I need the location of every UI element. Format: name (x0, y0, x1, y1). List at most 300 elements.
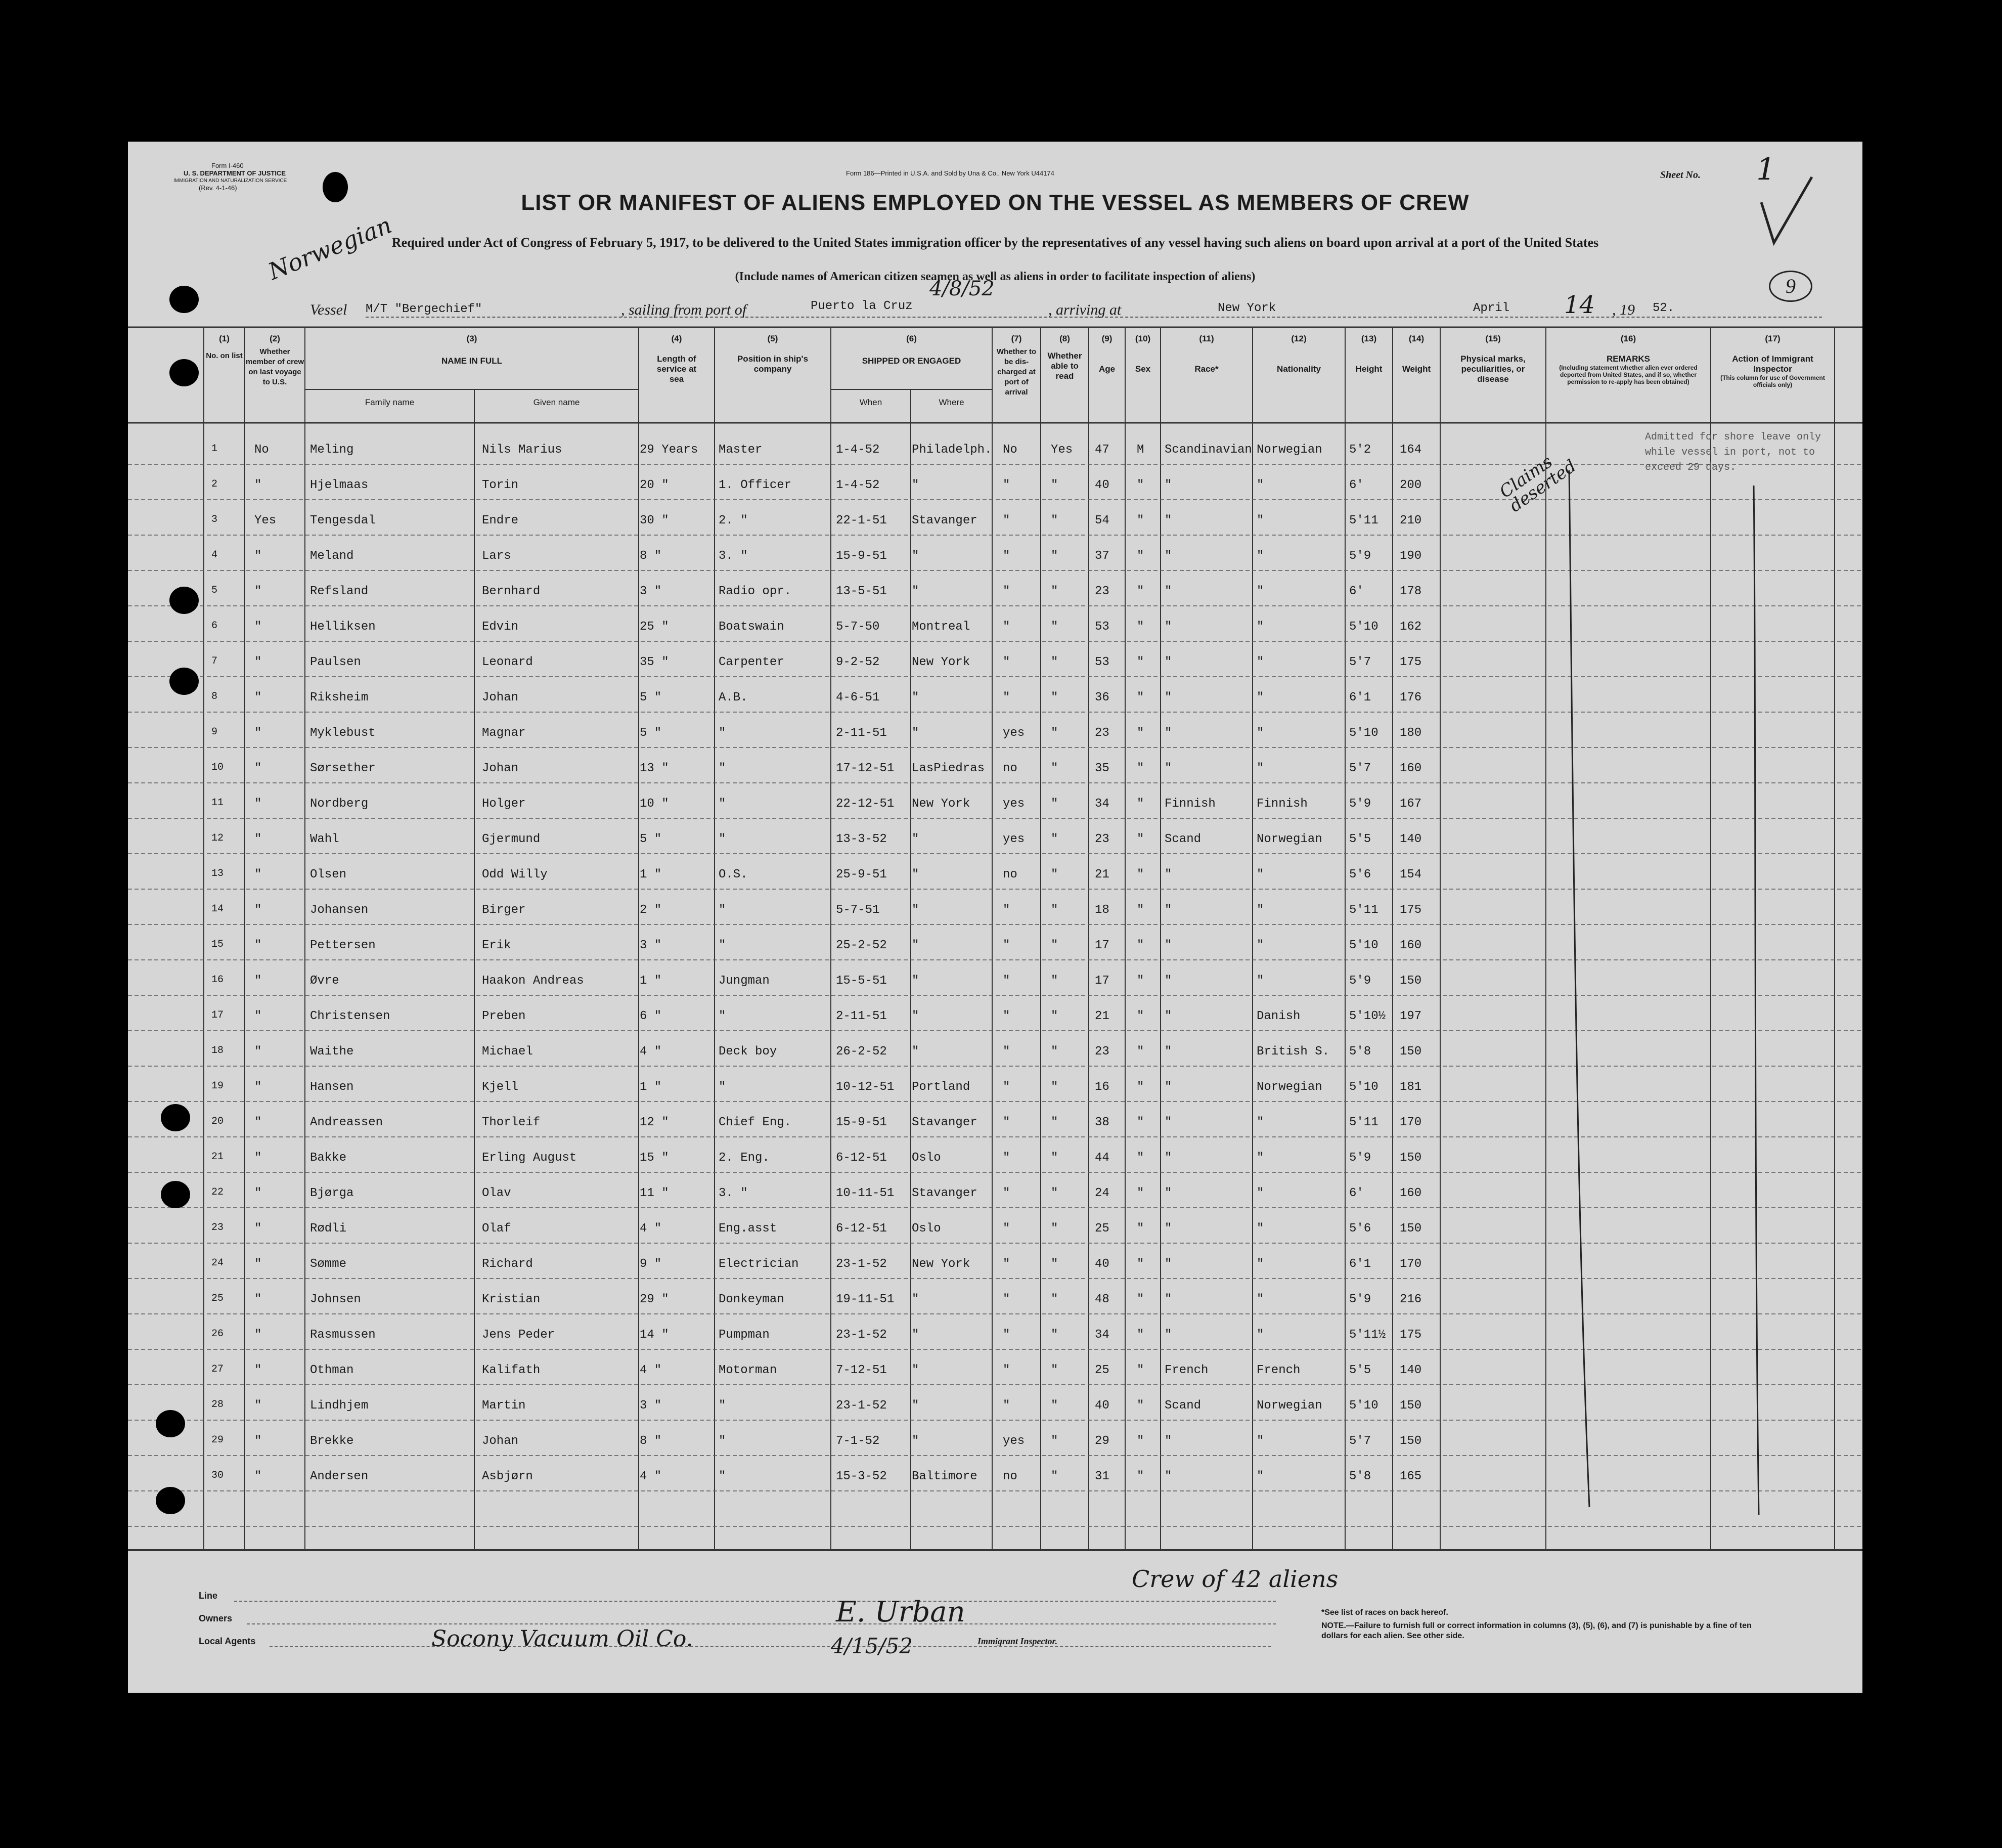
given-name-cell: Preben (482, 1009, 526, 1023)
race-cell: " (1165, 1328, 1172, 1342)
nationality-cell: " (1257, 691, 1264, 705)
row-number-cell: 12 (211, 832, 224, 844)
sex-cell: " (1137, 1328, 1144, 1342)
given-name-cell: Erik (482, 939, 511, 952)
last-voyage-cell: " (254, 1470, 262, 1483)
height-cell: 5'8 (1349, 1045, 1371, 1059)
shipped-where-cell: " (912, 903, 919, 917)
service-name: IMMIGRATION AND NATURALIZATION SERVICE (173, 178, 287, 184)
punch-hole (46, 182, 75, 223)
table-row (128, 1066, 1862, 1102)
col-header-1: (1) No. on list (206, 334, 243, 360)
family-name-cell: Hjelmaas (310, 478, 369, 492)
shipped-where-cell: " (912, 1293, 919, 1306)
weight-cell: 190 (1400, 549, 1422, 563)
row-number-cell: 9 (211, 726, 218, 738)
shipped-when-cell: 6-12-51 (836, 1222, 887, 1236)
family-name-cell: Riksheim (310, 691, 369, 705)
row-number-cell: 30 (211, 1470, 224, 1481)
age-cell: 47 (1095, 443, 1109, 457)
sex-cell: " (1137, 762, 1144, 775)
age-cell: 53 (1095, 655, 1109, 669)
table-row (128, 429, 1862, 464)
table-row (128, 925, 1862, 960)
sex-cell: " (1137, 620, 1144, 634)
shipped-where-cell: Portland (912, 1080, 970, 1094)
row-number-cell: 7 (211, 655, 218, 667)
nationality-cell: " (1257, 1470, 1264, 1483)
position-cell: " (719, 903, 726, 917)
able-to-read-cell: Yes (1051, 443, 1073, 457)
given-name-cell: Endre (482, 514, 519, 527)
shipped-when-cell: 2-11-51 (836, 726, 887, 740)
able-to-read-cell: " (1051, 1434, 1058, 1448)
table-row (128, 500, 1862, 535)
shipped-where-cell: Stavanger (912, 1186, 977, 1200)
weight-cell: 167 (1400, 797, 1422, 811)
given-name-cell: Torin (482, 478, 519, 492)
remarks-handwritten: Claims deserted (1496, 451, 1580, 516)
height-cell: 5'5 (1349, 1363, 1371, 1377)
age-cell: 40 (1095, 478, 1109, 492)
races-note: *See list of races on back hereof. (1321, 1608, 1448, 1617)
row-number-cell: 8 (211, 691, 218, 702)
sex-cell: " (1137, 655, 1144, 669)
sheet-label: Sheet No. (1660, 169, 1701, 181)
family-name-cell: Sømme (310, 1257, 347, 1271)
table-row (128, 1172, 1862, 1208)
include-text: (Include names of American citizen seamen as well as aliens in order to facilitate inspection of aliens) (735, 270, 1256, 283)
row-number-cell: 4 (211, 549, 218, 561)
weight-cell: 175 (1400, 655, 1422, 669)
col-header-16: (16) REMARKS (Including statement whether alien ever ordered deported from United States, and if so, whether permission to re-apply has been obtained) (1559, 334, 1698, 385)
position-cell: " (719, 797, 726, 811)
form-number: Form I-460 (211, 162, 244, 169)
given-name-cell: Thorleif (482, 1116, 541, 1129)
row-number-cell: 10 (211, 762, 224, 773)
last-voyage-cell: " (254, 1363, 262, 1377)
row-number-cell: 20 (211, 1116, 224, 1127)
age-cell: 34 (1095, 797, 1109, 811)
height-cell: 6' (1349, 1186, 1364, 1200)
shipped-when-cell: 13-3-52 (836, 832, 887, 846)
given-name-cell: Olaf (482, 1222, 511, 1236)
nationality-cell: " (1257, 868, 1264, 882)
race-cell: Scand (1165, 832, 1202, 846)
weight-cell: 176 (1400, 691, 1422, 705)
col-header-11: (11) Race* (1194, 334, 1219, 374)
length-of-service-cell: 4 " (640, 1363, 662, 1377)
age-cell: 38 (1095, 1116, 1109, 1129)
shipped-where-cell: " (912, 1434, 919, 1448)
vessel-name: M/T "Bergechief" (366, 302, 482, 316)
race-cell: Finnish (1165, 797, 1216, 811)
shipped-where-cell: " (912, 1328, 919, 1342)
table-row (128, 464, 1862, 500)
sex-cell: " (1137, 1363, 1144, 1377)
given-name-cell: Erling August (482, 1151, 577, 1165)
weight-cell: 162 (1400, 620, 1422, 634)
family-name-cell: Johansen (310, 903, 369, 917)
race-cell: " (1165, 655, 1172, 669)
shipped-when-cell: 15-9-51 (836, 1116, 887, 1129)
family-name-cell: Meland (310, 549, 354, 563)
row-number-cell: 22 (211, 1186, 224, 1198)
row-number-cell: 5 (211, 585, 218, 596)
nationality-cell: " (1257, 903, 1264, 917)
family-name-cell: Brekke (310, 1434, 354, 1448)
family-name-cell: Andreassen (310, 1116, 383, 1129)
age-cell: 23 (1095, 585, 1109, 598)
position-cell: " (719, 726, 726, 740)
position-cell: " (719, 1080, 726, 1094)
row-number-cell: 3 (211, 514, 218, 525)
discharged-cell: " (1003, 514, 1010, 527)
last-voyage-cell: " (254, 797, 262, 811)
length-of-service-cell: 4 " (640, 1045, 662, 1059)
family-name-cell: Meling (310, 443, 354, 457)
weight-cell: 170 (1400, 1116, 1422, 1129)
nationality-cell: Danish (1257, 1009, 1301, 1023)
last-voyage-cell: " (254, 1186, 262, 1200)
length-of-service-cell: 13 " (640, 762, 669, 775)
sex-cell: " (1137, 1434, 1144, 1448)
col-header-3: (3) NAME IN FULL (441, 334, 502, 366)
row-number-cell: 19 (211, 1080, 224, 1092)
position-cell: " (719, 762, 726, 775)
age-cell: 23 (1095, 832, 1109, 846)
nationality-cell: " (1257, 726, 1264, 740)
required-text: Required under Act of Congress of February 5, 1917, to be delivered to the United States immigration officer by the representatives of any vessel having such aliens on board upon arrival at a port of the United States (391, 235, 1599, 250)
length-of-service-cell: 14 " (640, 1328, 669, 1342)
given-name-cell: Richard (482, 1257, 533, 1271)
table-row (128, 854, 1862, 889)
position-cell: 2. Eng. (719, 1151, 770, 1165)
row-number-cell: 15 (211, 939, 224, 950)
last-voyage-cell: " (254, 655, 262, 669)
nationality-cell: " (1257, 1257, 1264, 1271)
nationality-cell: " (1257, 939, 1264, 952)
able-to-read-cell: " (1051, 1399, 1058, 1413)
weight-cell: 150 (1400, 1434, 1422, 1448)
shipped-where-cell: " (912, 478, 919, 492)
col-header-5: (5) Position in ship's company (737, 334, 809, 374)
given-name-cell: Johan (482, 1434, 519, 1448)
weight-cell: 164 (1400, 443, 1422, 457)
discharged-cell: " (1003, 1080, 1010, 1094)
given-name-cell: Jens Peder (482, 1328, 555, 1342)
sex-cell: " (1137, 1080, 1144, 1094)
col-header-6: (6) SHIPPED OR ENGAGED (862, 334, 961, 366)
age-cell: 17 (1095, 939, 1109, 952)
last-voyage-cell: " (254, 762, 262, 775)
shipped-when-cell: 25-9-51 (836, 868, 887, 882)
position-cell: " (719, 1470, 726, 1483)
length-of-service-cell: 5 " (640, 691, 662, 705)
shipped-when-cell: 22-1-51 (836, 514, 887, 527)
height-cell: 5'11 (1349, 1116, 1378, 1129)
sex-cell: " (1137, 1045, 1144, 1059)
row-number-cell: 25 (211, 1293, 224, 1304)
length-of-service-cell: 5 " (640, 726, 662, 740)
height-cell: 5'7 (1349, 1434, 1371, 1448)
age-cell: 18 (1095, 903, 1109, 917)
age-cell: 48 (1095, 1293, 1109, 1306)
length-of-service-cell: 30 " (640, 514, 669, 527)
shipped-when-cell: 2-11-51 (836, 1009, 887, 1023)
family-name-cell: Andersen (310, 1470, 369, 1483)
handwritten-sail-date: 4/8/52 (929, 277, 995, 300)
revision-date: (Rev. 4-1-46) (199, 184, 237, 192)
able-to-read-cell: " (1051, 585, 1058, 598)
able-to-read-cell: " (1051, 797, 1058, 811)
weight-cell: 170 (1400, 1257, 1422, 1271)
last-voyage-cell: " (254, 1328, 262, 1342)
nationality-cell: " (1257, 1151, 1264, 1165)
table-row (128, 1031, 1862, 1066)
last-voyage-cell: " (254, 585, 262, 598)
arrival-year: 52. (1653, 301, 1675, 315)
sex-cell: " (1137, 549, 1144, 563)
able-to-read-cell: " (1051, 762, 1058, 775)
age-cell: 34 (1095, 1328, 1109, 1342)
race-cell: " (1165, 1470, 1172, 1483)
given-name-cell: Kjell (482, 1080, 519, 1094)
age-cell: 23 (1095, 726, 1109, 740)
position-cell: Motorman (719, 1363, 777, 1377)
length-of-service-cell: 4 " (640, 1470, 662, 1483)
given-name-cell: Johan (482, 762, 519, 775)
col-header-14: (14) Weight (1402, 334, 1431, 374)
shipped-where-cell: " (912, 1009, 919, 1023)
length-of-service-cell: 1 " (640, 868, 662, 882)
position-cell: 3. " (719, 1186, 748, 1200)
shipped-when-cell: 26-2-52 (836, 1045, 887, 1059)
family-name-cell: Helliksen (310, 620, 376, 634)
table-row (128, 1102, 1862, 1137)
age-cell: 25 (1095, 1363, 1109, 1377)
length-of-service-cell: 25 " (640, 620, 669, 634)
last-voyage-cell: No (254, 443, 269, 457)
table-row (128, 677, 1862, 712)
age-cell: 31 (1095, 1470, 1109, 1483)
able-to-read-cell: " (1051, 1186, 1058, 1200)
shipped-where-cell: Stavanger (912, 1116, 977, 1129)
shipped-where-cell: " (912, 1363, 919, 1377)
table-row (128, 960, 1862, 995)
nationality-cell: British S. (1257, 1045, 1330, 1059)
sex-cell: " (1137, 868, 1144, 882)
given-name-cell: Johan (482, 691, 519, 705)
given-name-cell: Odd Willy (482, 868, 548, 882)
sex-cell: M (1137, 443, 1144, 457)
col-header-12: (12) Nationality (1277, 334, 1321, 374)
nationality-cell: " (1257, 1293, 1264, 1306)
able-to-read-cell: " (1051, 903, 1058, 917)
age-cell: 40 (1095, 1257, 1109, 1271)
discharged-cell: " (1003, 974, 1010, 988)
able-to-read-cell: " (1051, 1080, 1058, 1094)
table-row (128, 1420, 1862, 1456)
shipped-where-cell: Stavanger (912, 514, 977, 527)
row-number-cell: 14 (211, 903, 224, 915)
shipped-when-cell: 10-11-51 (836, 1186, 895, 1200)
length-of-service-cell: 35 " (640, 655, 669, 669)
nationality-cell: " (1257, 585, 1264, 598)
given-name-cell: Gjermund (482, 832, 541, 846)
shipped-when-cell: 22-12-51 (836, 797, 895, 811)
race-cell: " (1165, 549, 1172, 563)
discharged-cell: yes (1003, 797, 1025, 811)
family-name-cell: Rasmussen (310, 1328, 376, 1342)
shipped-when-cell: 1-4-52 (836, 478, 880, 492)
age-cell: 36 (1095, 691, 1109, 705)
last-voyage-cell: " (254, 903, 262, 917)
able-to-read-cell: " (1051, 1470, 1058, 1483)
discharged-cell: " (1003, 1363, 1010, 1377)
shipped-where-cell: " (912, 974, 919, 988)
department-name: U. S. DEPARTMENT OF JUSTICE (184, 169, 286, 177)
shipped-where-cell: Montreal (912, 620, 970, 634)
race-cell: " (1165, 620, 1172, 634)
table-row (128, 570, 1862, 606)
sex-cell: " (1137, 1470, 1144, 1483)
height-cell: 5'10 (1349, 939, 1378, 952)
shipped-where-cell: " (912, 726, 919, 740)
handwritten-nationality: Norwegian (264, 211, 395, 285)
nationality-cell: " (1257, 762, 1264, 775)
subheader-where: Where (939, 398, 964, 407)
discharged-cell: yes (1003, 832, 1025, 846)
able-to-read-cell: " (1051, 1293, 1058, 1306)
able-to-read-cell: " (1051, 478, 1058, 492)
weight-cell: 150 (1400, 1399, 1422, 1413)
able-to-read-cell: " (1051, 868, 1058, 882)
footer-lines (270, 1646, 1271, 1647)
col-header-2: (2) Whether member of crew on last voyage to U.S. (245, 334, 304, 386)
length-of-service-cell: 8 " (640, 549, 662, 563)
race-cell: " (1165, 478, 1172, 492)
nationality-cell: " (1257, 1116, 1264, 1129)
discharged-cell: " (1003, 939, 1010, 952)
sex-cell: " (1137, 514, 1144, 527)
punch-hole (169, 587, 199, 614)
row-number-cell: 29 (211, 1434, 224, 1446)
weight-cell: 140 (1400, 1363, 1422, 1377)
position-cell: Radio opr. (719, 585, 792, 598)
nationality-cell: " (1257, 1186, 1264, 1200)
row-number-cell: 11 (211, 797, 224, 809)
given-name-cell: Edvin (482, 620, 519, 634)
discharged-cell: " (1003, 1328, 1010, 1342)
sex-cell: " (1137, 726, 1144, 740)
position-cell: Pumpman (719, 1328, 770, 1342)
height-cell: 5'9 (1349, 797, 1371, 811)
position-cell: Electrician (719, 1257, 799, 1271)
inspector-date: 4/15/52 (831, 1634, 913, 1658)
given-name-cell: Haakon Andreas (482, 974, 584, 988)
position-cell: O.S. (719, 868, 748, 882)
height-cell: 5'5 (1349, 832, 1371, 846)
length-of-service-cell: 11 " (640, 1186, 669, 1200)
footer-lines (234, 1601, 1276, 1602)
age-cell: 29 (1095, 1434, 1109, 1448)
height-cell: 6'1 (1349, 691, 1371, 705)
subheader-given-name: Given name (533, 398, 580, 407)
nationality-cell: Finnish (1257, 797, 1308, 811)
family-name-cell: Pettersen (310, 939, 376, 952)
discharged-cell: " (1003, 620, 1010, 634)
race-cell: " (1165, 1151, 1172, 1165)
punch-hole (156, 1487, 185, 1514)
shipped-when-cell: 7-1-52 (836, 1434, 880, 1448)
height-cell: 5'9 (1349, 974, 1371, 988)
race-cell: " (1165, 1434, 1172, 1448)
weight-cell: 210 (1400, 514, 1422, 527)
shipped-where-cell: New York (912, 1257, 970, 1271)
family-name-cell: Øvre (310, 974, 339, 988)
row-number-cell: 28 (211, 1399, 224, 1411)
discharged-cell: " (1003, 655, 1010, 669)
family-name-cell: Lindhjem (310, 1399, 369, 1413)
last-voyage-cell: " (254, 726, 262, 740)
position-cell: Boatswain (719, 620, 784, 634)
length-of-service-cell: 10 " (640, 797, 669, 811)
weight-cell: 197 (1400, 1009, 1422, 1023)
inspector-label: Immigrant Inspector. (977, 1636, 1058, 1646)
last-voyage-cell: " (254, 832, 262, 846)
race-cell: " (1165, 1222, 1172, 1236)
sailing-port: Puerto la Cruz (811, 299, 913, 313)
family-name-cell: Johnsen (310, 1293, 361, 1306)
footer-lines (247, 1623, 1276, 1624)
sex-cell: " (1137, 585, 1144, 598)
sex-cell: " (1137, 903, 1144, 917)
shipped-when-cell: 15-5-51 (836, 974, 887, 988)
length-of-service-cell: 1 " (640, 974, 662, 988)
year-prefix: , 19 (1612, 301, 1635, 318)
nationality-cell: " (1257, 620, 1264, 634)
position-cell: A.B. (719, 691, 748, 705)
row-number-cell: 16 (211, 974, 224, 986)
race-cell: " (1165, 726, 1172, 740)
position-cell: 3. " (719, 549, 748, 563)
table-row (128, 1314, 1862, 1349)
height-cell: 5'11½ (1349, 1328, 1386, 1342)
able-to-read-cell: " (1051, 1363, 1058, 1377)
nationality-cell: " (1257, 1328, 1264, 1342)
able-to-read-cell: " (1051, 1151, 1058, 1165)
race-cell: " (1165, 1045, 1172, 1059)
table-row (128, 641, 1862, 677)
table-row (128, 1243, 1862, 1279)
position-cell: Master (719, 443, 763, 457)
position-cell: " (719, 1434, 726, 1448)
given-name-cell: Michael (482, 1045, 533, 1059)
owners-label: Owners (199, 1613, 233, 1623)
height-cell: 5'9 (1349, 1293, 1371, 1306)
line-label: Line (199, 1591, 218, 1601)
age-cell: 21 (1095, 868, 1109, 882)
nationality-cell: " (1257, 478, 1264, 492)
given-name-cell: Kristian (482, 1293, 541, 1306)
sailing-label: , sailing from port of (621, 301, 747, 318)
position-cell: " (719, 939, 726, 952)
weight-cell: 175 (1400, 1328, 1422, 1342)
row-number-cell: 17 (211, 1009, 224, 1021)
shipped-where-cell: " (912, 1399, 919, 1413)
shipped-where-cell: " (912, 691, 919, 705)
